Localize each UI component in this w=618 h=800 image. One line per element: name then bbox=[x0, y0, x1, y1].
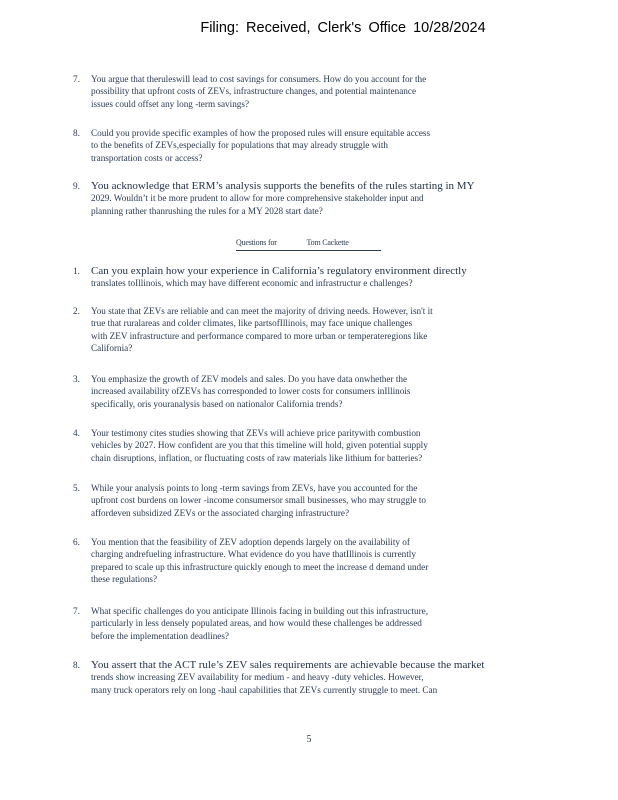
question-line: 2029. Wouldn’t it be more prudent to allow for more comprehensive stakeholder input and bbox=[91, 193, 424, 204]
question-number: 9. bbox=[73, 181, 80, 191]
question-line: Could you provide specific examples of how the proposed rules will ensure equitable access bbox=[91, 128, 431, 138]
question-line: particularly in less densely populated areas, and how would these challenges be addressed bbox=[91, 618, 422, 629]
question-line: issues could offset any long -term savings? bbox=[91, 98, 250, 109]
question-line: You state that ZEVs are reliable and can meet the majority of driving needs. However, isn't it bbox=[91, 306, 433, 316]
question-item bbox=[73, 373, 543, 410]
question-item bbox=[73, 265, 543, 290]
question-line: What specific challenges do you anticipate Illinois facing in building out this infrastructure, bbox=[91, 606, 429, 616]
section-heading bbox=[236, 238, 381, 251]
question-number: 5. bbox=[73, 483, 80, 493]
question-text bbox=[91, 659, 543, 696]
question-number: 8. bbox=[73, 128, 80, 138]
question-line: before the implementation deadlines? bbox=[91, 630, 230, 641]
question-number: 7. bbox=[73, 606, 80, 616]
question-text bbox=[91, 605, 543, 642]
question-number: 4. bbox=[73, 428, 80, 438]
question-text bbox=[91, 536, 543, 586]
question-item bbox=[73, 73, 543, 110]
heading-name: Tom Cackette bbox=[306, 238, 349, 247]
question-item bbox=[73, 482, 543, 519]
question-line: You emphasize the growth of ZEV models and sales. Do you have data onwhether the bbox=[91, 374, 408, 384]
question-number: 1. bbox=[73, 266, 80, 276]
question-number: 3. bbox=[73, 374, 80, 384]
question-line: planning rather thanrushing the rules for a MY 2028 start date? bbox=[91, 205, 323, 216]
question-line: chain disruptions, inflation, or fluctuating costs of raw materials like lithium for batteries? bbox=[91, 452, 423, 463]
question-text bbox=[91, 373, 543, 410]
question-line: possibility that upfront costs of ZEVs, infrastructure changes, and potential maintenance bbox=[91, 86, 417, 97]
question-number: 8. bbox=[73, 660, 80, 670]
question-text bbox=[91, 482, 543, 519]
question-item bbox=[73, 180, 543, 217]
question-text bbox=[91, 127, 543, 164]
question-number: 6. bbox=[73, 537, 80, 547]
question-line: You argue that theruleswill lead to cost savings for consumers. How do you account for the bbox=[91, 74, 427, 84]
question-line: prepared to scale up this infrastructure quickly enough to meet the increase d demand under bbox=[91, 561, 429, 572]
question-number: 7. bbox=[73, 74, 80, 84]
question-line: specifically, oris youranalysis based on nationalor California trends? bbox=[91, 398, 343, 409]
question-line: translates toIllinois, which may have different economic and infrastructur e challenges? bbox=[91, 278, 413, 289]
question-line: upfront cost burdens on lower -income consumersor small businesses, who may struggle to bbox=[91, 495, 427, 506]
question-text bbox=[91, 73, 543, 110]
question-line: California? bbox=[91, 343, 133, 354]
question-text bbox=[91, 265, 543, 290]
question-item bbox=[73, 536, 543, 586]
question-text bbox=[91, 427, 543, 464]
question-line: true that ruralareas and colder climates, like partsofIllinois, may face unique challenges bbox=[91, 318, 413, 329]
question-text bbox=[91, 180, 543, 217]
question-line: with ZEV infrastructure and performance compared to more urban or temperateregions like bbox=[91, 330, 428, 341]
question-line: transportation costs or access? bbox=[91, 152, 203, 163]
question-line: You mention that the feasibility of ZEV adoption depends largely on the availability of bbox=[91, 537, 410, 547]
question-item bbox=[73, 659, 543, 696]
question-item bbox=[73, 605, 543, 642]
question-lead-line: You assert that the ACT rule’s ZEV sales requirements are achievable because the market bbox=[91, 659, 485, 671]
question-line: to the benefits of ZEVs,especially for populations that may already struggle with bbox=[91, 140, 388, 151]
question-line: increased availability ofZEVs has corresponded to lower costs for consumers inIllinois bbox=[91, 386, 411, 397]
question-number: 2. bbox=[73, 306, 80, 316]
heading-prefix: Questions for bbox=[236, 238, 277, 247]
question-line: While your analysis points to long -term savings from ZEVs, have you accounted for the bbox=[91, 483, 418, 493]
question-item bbox=[73, 305, 543, 355]
question-text bbox=[91, 305, 543, 355]
question-line: these regulations? bbox=[91, 574, 158, 585]
question-line: Your testimony cites studies showing that ZEVs will achieve price paritywith combustion bbox=[91, 428, 421, 438]
question-line: trends show increasing ZEV availability for medium - and heavy -duty vehicles. However, bbox=[91, 672, 424, 683]
question-lead-line: You acknowledge that ERM’s analysis supports the benefits of the rules starting in MY bbox=[91, 180, 475, 192]
question-line: affordeven subsidized ZEVs or the associated charging infrastructure? bbox=[91, 507, 350, 518]
question-line: many truck operators rely on long -haul capabilities that ZEVs currently struggle to meet. Can bbox=[91, 684, 438, 695]
question-item bbox=[73, 427, 543, 464]
question-line: charging andrefueling infrastructure. What evidence do you have thatIllinois is currently bbox=[91, 549, 416, 560]
page-number: 5 bbox=[306, 734, 312, 745]
filing-stamp: Filing: Received, Clerk's Office 10/28/2024 bbox=[200, 20, 486, 36]
question-lead-line: Can you explain how your experience in California’s regulatory environment directly bbox=[91, 265, 467, 277]
question-item bbox=[73, 127, 543, 164]
question-line: vehicles by 2027. How confident are you that this timeline will hold, given potential supply bbox=[91, 440, 428, 451]
